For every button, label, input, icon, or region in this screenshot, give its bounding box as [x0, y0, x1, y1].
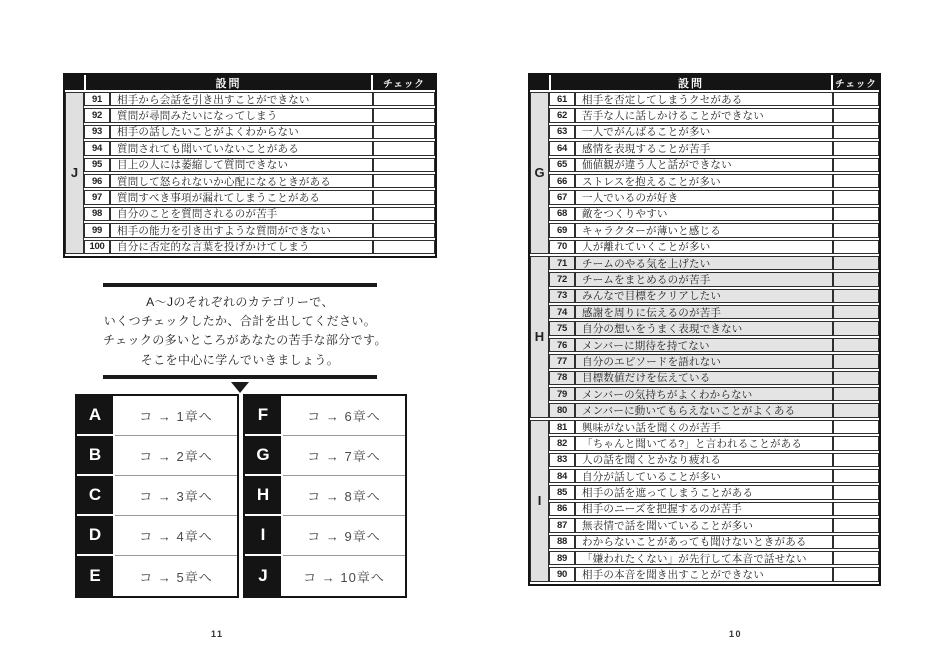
chapter-destination-label: コ → 2章へ — [115, 436, 237, 476]
question-text: 一人でがんばることが多い — [575, 125, 833, 139]
question-number: 90 — [549, 567, 575, 581]
table-row — [549, 502, 879, 516]
check-cell — [833, 305, 879, 319]
question-number: 85 — [549, 485, 575, 499]
table-row — [84, 141, 435, 155]
question-text: 質問されても聞いていないことがある — [110, 141, 373, 155]
chapter-row — [245, 396, 405, 436]
header-corner — [65, 75, 84, 90]
chapter-row — [77, 556, 237, 596]
question-text: 一人でいるのが好き — [575, 190, 833, 204]
check-cell — [833, 354, 879, 368]
question-number: 65 — [549, 158, 575, 172]
question-block — [84, 92, 435, 254]
check-cell — [833, 485, 879, 499]
instruction-bottom-rule — [103, 375, 377, 379]
question-text: 「ちゃんと聞いてる?」と言われることがある — [575, 436, 833, 450]
question-text: 相手から会話を引き出すことができない — [110, 92, 373, 106]
question-number: 73 — [549, 289, 575, 303]
question-number: 91 — [84, 92, 110, 106]
check-cell — [833, 289, 879, 303]
table-header — [65, 75, 435, 90]
question-text: 目上の人には萎縮して質問できない — [110, 158, 373, 172]
question-text: 自分の想いをうまく表現できない — [575, 321, 833, 335]
question-number: 88 — [549, 535, 575, 549]
check-cell — [833, 141, 879, 155]
chapter-destination-label: コ → 10章へ — [303, 569, 385, 585]
question-number: 75 — [549, 321, 575, 335]
question-number: 61 — [549, 92, 575, 106]
question-number: 64 — [549, 141, 575, 155]
question-number: 94 — [84, 141, 110, 155]
instruction-line: A〜Jのそれぞれのカテゴリーで、 — [146, 295, 334, 309]
header-check-label: チェック — [833, 75, 879, 90]
check-cell — [833, 125, 879, 139]
chapter-grid-left — [75, 394, 239, 598]
question-block — [549, 256, 879, 418]
check-cell — [833, 240, 879, 254]
question-text: 自分が話していることが多い — [575, 469, 833, 483]
check-cell — [373, 92, 435, 106]
check-cell — [833, 256, 879, 270]
table-row — [549, 108, 879, 122]
instruction-box — [103, 283, 387, 393]
check-cell — [833, 158, 879, 172]
header-question-label: 設問 — [551, 75, 831, 90]
table-row — [549, 485, 879, 499]
table-row — [549, 207, 879, 221]
table-row — [549, 469, 879, 483]
check-cell — [373, 240, 435, 254]
table-row — [84, 108, 435, 122]
table-row — [549, 518, 879, 532]
question-number: 69 — [549, 223, 575, 237]
question-number: 98 — [84, 207, 110, 221]
check-cell — [833, 502, 879, 516]
question-text: 質問が尋問みたいになってしまう — [110, 108, 373, 122]
table-row — [549, 371, 879, 385]
question-number: 81 — [549, 420, 575, 434]
table-row — [549, 551, 879, 565]
question-text: 相手の能力を引き出すような質問ができない — [110, 223, 373, 237]
question-text: 自分に否定的な言葉を投げかけてしまう — [110, 240, 373, 254]
check-cell — [373, 190, 435, 204]
table-row — [549, 141, 879, 155]
question-text: 人が離れていくことが多い — [575, 240, 833, 254]
question-text: 敵をつくりやすい — [575, 207, 833, 221]
question-number: 70 — [549, 240, 575, 254]
question-number: 63 — [549, 125, 575, 139]
question-text: 「嫌われたくない」が先行して本音で話せない — [575, 551, 833, 565]
question-text: 無表情で話を聞いていることが多い — [575, 518, 833, 532]
check-cell — [373, 223, 435, 237]
check-cell — [833, 92, 879, 106]
table-row — [549, 190, 879, 204]
question-text: メンバーに期待を持てない — [575, 338, 833, 352]
question-text: 目標数値だけを伝えている — [575, 371, 833, 385]
check-cell — [833, 403, 879, 417]
chapter-category-label: F — [245, 396, 283, 436]
question-number: 62 — [549, 108, 575, 122]
question-number: 95 — [84, 158, 110, 172]
check-cell — [833, 207, 879, 221]
chapter-row — [77, 476, 237, 516]
chapter-row — [245, 436, 405, 476]
instruction-line: いくつチェックしたか、合計を出してください。 — [103, 314, 377, 329]
left-page-number: 11 — [211, 629, 224, 639]
question-number: 68 — [549, 207, 575, 221]
question-text: ストレスを抱えることが多い — [575, 174, 833, 188]
table-row — [84, 92, 435, 106]
table-row — [549, 289, 879, 303]
question-number: 93 — [84, 125, 110, 139]
question-text: 興味がない話を聞くのが苦手 — [575, 420, 833, 434]
table-row — [549, 240, 879, 254]
check-cell — [373, 125, 435, 139]
question-text: 感情を表現することが苦手 — [575, 141, 833, 155]
category-column — [65, 92, 84, 256]
table-row — [549, 387, 879, 401]
question-number: 71 — [549, 256, 575, 270]
question-number: 67 — [549, 190, 575, 204]
check-cell — [833, 223, 879, 237]
category-label: G — [530, 92, 549, 254]
check-cell — [373, 207, 435, 221]
table-row — [549, 535, 879, 549]
question-number: 97 — [84, 190, 110, 204]
table-body — [530, 92, 879, 584]
chapter-category-label: I — [245, 516, 283, 556]
instruction-line: そこを中心に学んでいきましょう。 — [140, 352, 340, 367]
question-block — [549, 92, 879, 254]
right-page-number: 10 — [729, 629, 743, 639]
header-check-label: チェック — [373, 75, 435, 90]
table-body — [65, 92, 435, 256]
table-row — [549, 338, 879, 352]
chapter-category-label: C — [77, 476, 115, 516]
table-row — [84, 174, 435, 188]
question-block — [549, 420, 879, 582]
question-text: 相手を否定してしまうクセがある — [575, 92, 833, 106]
chapter-destination-label: コ → 5章へ — [139, 569, 213, 585]
header-corner — [530, 75, 549, 90]
question-number: 89 — [549, 551, 575, 565]
category-label: J — [65, 92, 84, 254]
table-row — [84, 207, 435, 221]
chapter-grid — [75, 394, 407, 598]
rows-column — [549, 92, 879, 584]
chapter-category-label: J — [245, 556, 283, 596]
table-row — [549, 158, 879, 172]
question-number: 83 — [549, 453, 575, 467]
table-row — [84, 223, 435, 237]
chapter-destination-label: コ → 8章へ — [283, 476, 405, 516]
check-cell — [373, 108, 435, 122]
chapter-destination-label: コ → 6章へ — [283, 396, 405, 436]
question-number: 99 — [84, 223, 110, 237]
table-row — [549, 174, 879, 188]
check-cell — [833, 551, 879, 565]
question-number: 82 — [549, 436, 575, 450]
instruction-text — [103, 287, 387, 375]
table-row — [549, 567, 879, 581]
question-text: 自分のエピソードを語れない — [575, 354, 833, 368]
check-cell — [833, 321, 879, 335]
question-text: 自分のことを質問されるのが苦手 — [110, 207, 373, 221]
check-cell — [833, 190, 879, 204]
chapter-row — [77, 396, 237, 436]
question-number: 84 — [549, 469, 575, 483]
table-row — [549, 354, 879, 368]
chapter-row — [245, 516, 405, 556]
table-row — [549, 453, 879, 467]
check-cell — [833, 174, 879, 188]
header-question-label: 設問 — [86, 75, 371, 90]
question-text: チームをまとめるのが苦手 — [575, 272, 833, 286]
table-row — [549, 223, 879, 237]
chapter-destination-label: コ → 4章へ — [115, 516, 237, 556]
question-text: 相手の話を遮ってしまうことがある — [575, 485, 833, 499]
down-arrow-icon — [231, 382, 249, 393]
question-text: 質問して怒られないか心配になるときがある — [110, 174, 373, 188]
question-text: 感謝を周りに伝えるのが苦手 — [575, 305, 833, 319]
question-text: わからないことがあっても聞けないときがある — [575, 535, 833, 549]
question-number: 78 — [549, 371, 575, 385]
question-text: メンバーに動いてもらえないことがよくある — [575, 403, 833, 417]
table-row — [84, 125, 435, 139]
question-text: 苦手な人に話しかけることができない — [575, 108, 833, 122]
check-cell — [833, 469, 879, 483]
category-label: I — [530, 420, 549, 582]
chapter-category-label: G — [245, 436, 283, 476]
chapter-row — [245, 556, 405, 596]
chapter-row — [245, 476, 405, 516]
question-number: 76 — [549, 338, 575, 352]
question-number: 72 — [549, 272, 575, 286]
question-text: 人の話を聞くとかなり疲れる — [575, 453, 833, 467]
question-number: 79 — [549, 387, 575, 401]
table-row — [549, 272, 879, 286]
check-cell — [833, 453, 879, 467]
question-number: 100 — [84, 240, 110, 254]
question-text: チームのやる気を上げたい — [575, 256, 833, 270]
question-number: 80 — [549, 403, 575, 417]
chapter-category-label: D — [77, 516, 115, 556]
question-number: 87 — [549, 518, 575, 532]
question-text: 相手の話したいことがよくわからない — [110, 125, 373, 139]
table-row — [549, 403, 879, 417]
chapter-category-label: E — [77, 556, 115, 596]
question-text: 質問すべき事項が漏れてしまうことがある — [110, 190, 373, 204]
question-text: 相手のニーズを把握するのが苦手 — [575, 502, 833, 516]
question-number: 92 — [84, 108, 110, 122]
table-row — [549, 92, 879, 106]
check-cell — [833, 436, 879, 450]
left-page-checklist-table — [63, 73, 437, 258]
question-number: 86 — [549, 502, 575, 516]
check-cell — [373, 141, 435, 155]
category-column — [530, 92, 549, 584]
check-cell — [373, 158, 435, 172]
right-page-checklist-table — [528, 73, 881, 586]
instruction-line: チェックの多いところがあなたの苦手な部分です。 — [103, 333, 387, 348]
table-header — [530, 75, 879, 90]
table-row — [549, 321, 879, 335]
check-cell — [833, 420, 879, 434]
question-number: 96 — [84, 174, 110, 188]
chapter-category-label: A — [77, 396, 115, 436]
chapter-category-label: H — [245, 476, 283, 516]
question-number: 77 — [549, 354, 575, 368]
table-row — [84, 190, 435, 204]
check-cell — [833, 535, 879, 549]
chapter-destination-label: コ → 7章へ — [283, 436, 405, 476]
category-label: H — [530, 256, 549, 418]
question-number: 74 — [549, 305, 575, 319]
question-text: みんなで目標をクリアしたい — [575, 289, 833, 303]
check-cell — [833, 567, 879, 581]
chapter-destination-label: コ → 3章へ — [115, 476, 237, 516]
chapter-grid-right — [243, 394, 407, 598]
check-cell — [833, 371, 879, 385]
question-text: メンバーの気持ちがよくわからない — [575, 387, 833, 401]
check-cell — [833, 272, 879, 286]
check-cell — [833, 387, 879, 401]
table-row — [84, 240, 435, 254]
question-text: 相手の本音を聞き出すことができない — [575, 567, 833, 581]
check-cell — [373, 174, 435, 188]
chapter-category-label: B — [77, 436, 115, 476]
table-row — [549, 436, 879, 450]
chapter-destination-label: コ → 1章へ — [115, 396, 237, 436]
question-text: キャラクターが薄いと感じる — [575, 223, 833, 237]
table-row — [549, 305, 879, 319]
table-row — [84, 158, 435, 172]
table-row — [549, 256, 879, 270]
check-cell — [833, 108, 879, 122]
rows-column — [84, 92, 435, 256]
chapter-destination-label: コ → 9章へ — [283, 516, 405, 556]
question-number: 66 — [549, 174, 575, 188]
chapter-row — [77, 516, 237, 556]
table-row — [549, 125, 879, 139]
table-row — [549, 420, 879, 434]
check-cell — [833, 338, 879, 352]
question-text: 価値観が違う人と話ができない — [575, 158, 833, 172]
chapter-row — [77, 436, 237, 476]
check-cell — [833, 518, 879, 532]
